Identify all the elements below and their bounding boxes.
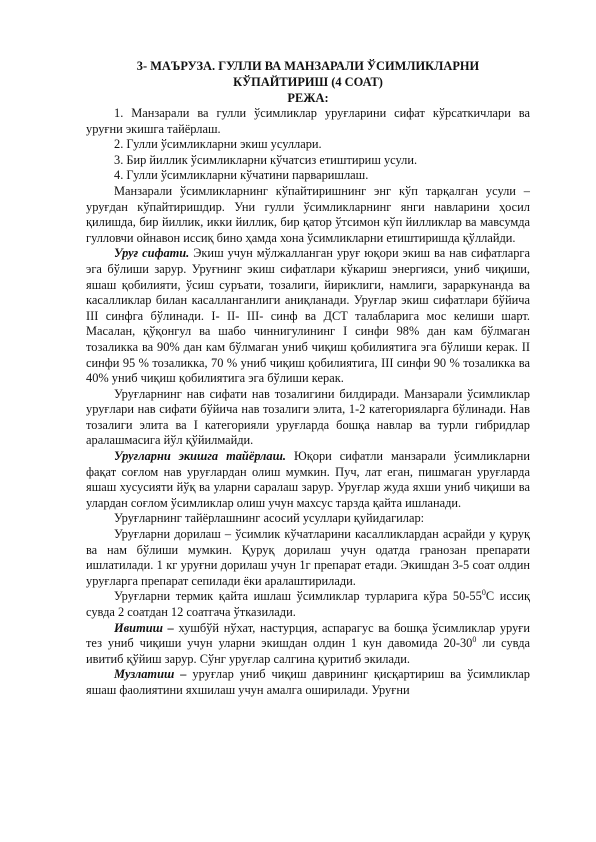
freezing-text: уруғлар униб чиқиш даврининг қисқартириш ва ўсимликлар яшаш фаолиятини яхшилаш учун амалга оширилади. Уруғни: [86, 667, 530, 697]
paragraph-freezing: [86, 667, 530, 698]
seed-preparation-heading: Уруғларни экишга тайёрлаш.: [114, 449, 287, 464]
plan-item-1: 1. Манзарали ва гулли ўсимликлар уруғларини сифат кўрсаткичлари ва уруғни экишга тайёрлаш.: [86, 106, 530, 136]
title-line-1: 3- МАЪРУЗА. ГУЛЛИ ВА МАНЗАРАЛИ ЎСИМЛИКЛАРНИ: [136, 59, 480, 73]
soaking-text-b: ли сувда ивитиб қўйиш зарур. Сўнг уруғлар салгина қуритиб экилади.: [86, 636, 531, 666]
freezing-heading: Музлатиш –: [114, 667, 187, 682]
thermal-text-a: Уруғларни термик қайта ишлаш ўсимликлар турларига кўра 50-55: [114, 589, 482, 604]
paragraph-seed-quality: [86, 246, 530, 386]
paragraph-thermal: [86, 589, 530, 620]
lecture-title: [86, 58, 530, 106]
soaking-heading: Ивитиш –: [114, 620, 174, 635]
degree-sup-2: 0: [472, 635, 477, 645]
seed-quality-heading: Уруғ сифати.: [114, 246, 190, 261]
paragraph-variety-quality: Уруғларнинг нав сифати нав тозалигини билдиради. Манзарали ўсимликлар уруғлари нав сифати бўйича нав тозалиги элита, 1-2 категорияларга бўлинади. Нав тозалиги элита ва I категорияли уруғларда бошқа навлар ва турли гибридлар аралашмасига йўл қўйилмайди.: [86, 386, 530, 448]
degree-sup: 0: [481, 588, 486, 598]
paragraph-dressing: Уруғларни дорилаш – ўсимлик кўчатларини касалликлардан асрайди у қуруқ ва нам бўлиши мумкин. Қуруқ дорилаш учун одатда гранозан препарати ишлатилади. 1 кг уруғни дорилаш учун 1г препарат етади. Экишдан 3-5 соат олдин уруғларга препарат сепилади ёки аралаштирилади.: [86, 527, 530, 588]
plan-heading: РЕЖА:: [287, 91, 329, 105]
thermal-text-b: С иссиқ сувда 2 соатдан 12 соатгача ўтказилади.: [86, 589, 530, 619]
document-page: [86, 58, 530, 699]
paragraph-methods-intro: Уруғларнинг тайёрлашнинг асосий усуллари қуйидагилар:: [114, 511, 425, 526]
plan-item-3: 3. Бир йиллик ўсимликларни кўчатсиз етиштириш усули.: [114, 152, 418, 167]
title-line-2: КЎПАЙТИРИШ (4 СОАТ): [233, 75, 383, 89]
plan-item-2: 2. Гулли ўсимликларни экиш усуллари.: [114, 137, 322, 152]
plan-item-4: 4. Гулли ўсимликларни кўчатини парваришлаш.: [114, 168, 369, 183]
soaking-text-a: хушбўй нўхат, настурция, аспарагус ва бошқа ўсимликлар уруғи тез униб чиқиши учун уларни экишдан олдин 1 кун давомида 20-30: [86, 620, 530, 651]
seed-quality-text: Экиш учун мўлжалланган уруғ юқори экиш ва нав сифатларга эга бўлиши зарур. Уруғнинг экиш сифатлари кўкариш энергияси, униб чиқиши, яшаш қобилияти, ўсиш суръати, тозалиги, йириклиги, намлиги, зараркунанда ва касалликлар билан касалланганлиги аниқланади. Уруғлар экиш сифатлари бўйича III синфга бўлинади. I- II- III- синф ва ДСТ талабларига мос келиши шарт. Масалан, қўқонгул ва шабо чиннигулининг I синфи 98% дан кам бўлмаган тозаликка ва 90% дан кам бўлмаган униб чиқиш қобилиятига эга бўлиши керак. II синфи 95 % тозаликка, 70 % униб чиқиш қобилиятига, III синфи 90 % тозаликка ва 40% униб чиқиш қобилиятига эга бўлиши керак.: [86, 246, 530, 386]
paragraph-soaking: [86, 621, 530, 668]
seed-preparation-text: Юқори сифатли манзарали ўсимликларни фақат соғлом нав уруғлардан олиш мумкин. Пуч, лат еган, пишмаган уруғларда яшаш хусусияти йўқ ва уларни саралаш зарур. Уруғлар жуда яхши униб чиқиши ва улардан соғлом ўсимликлар олиш учун махсус тарзда қайта ишланади.: [86, 449, 530, 510]
paragraph-propagation: Манзарали ўсимликларнинг кўпайтиришнинг энг кўп тарқалган усули – уруғдан кўпайтиришдир. Уни гулли ўсимликларнинг янги навларини ҳосил қилишда, бир йиллик, икки йиллик, бир қатор ўтсимон кўп йилликлар ва мавсумда гулловчи ойнавон иссиқ бино ҳамда хона ўсимликларни етиштиришда қўллайди.: [86, 183, 530, 245]
paragraph-seed-preparation: [86, 449, 530, 511]
